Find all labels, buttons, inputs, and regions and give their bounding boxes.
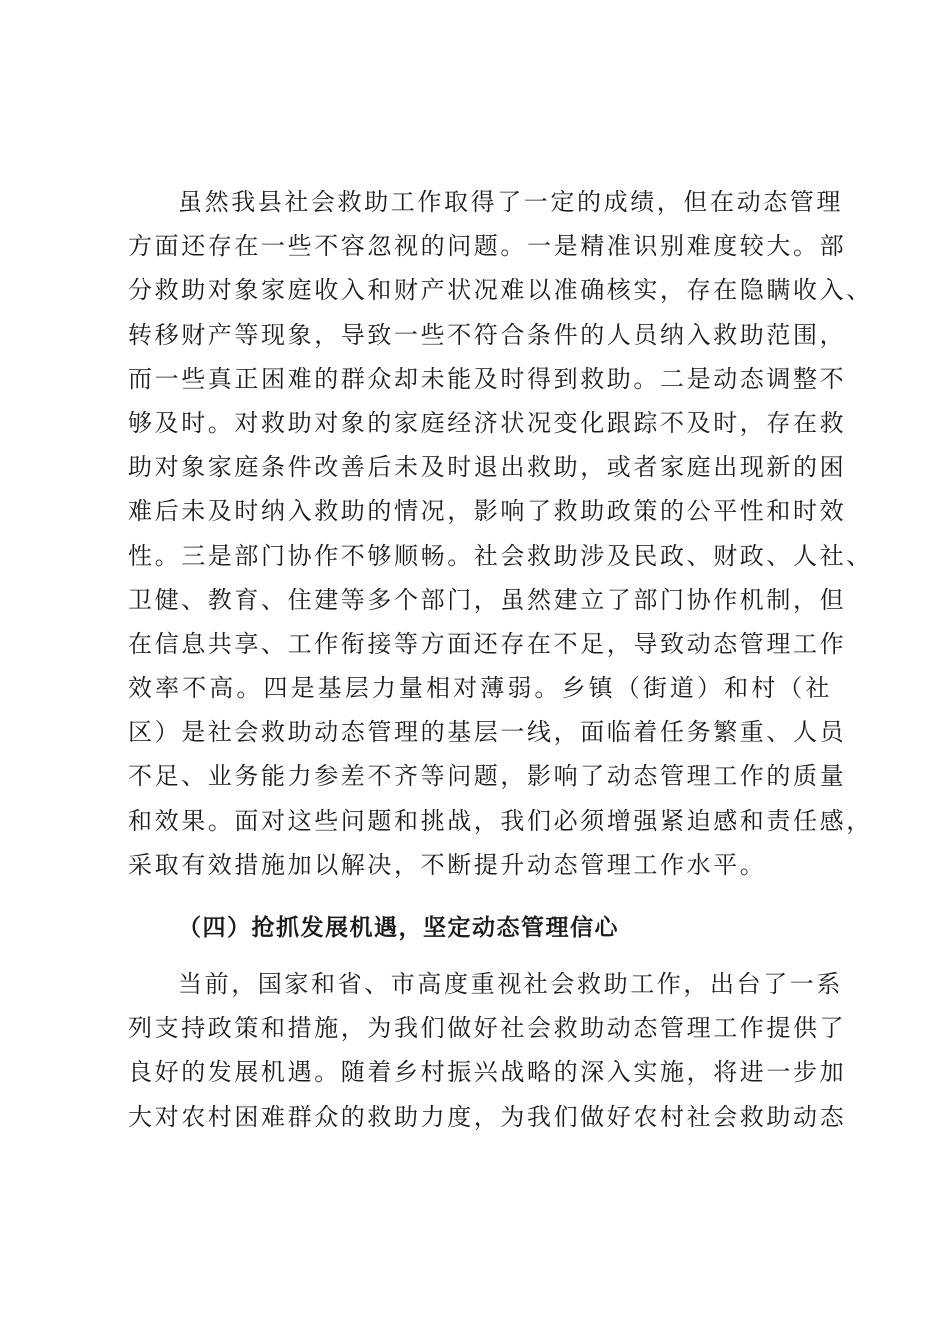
paragraph-opportunities [128, 962, 847, 1139]
paragraph-line: 助对象家庭条件改善后未及时退出救助，或者家庭出现新的困 [128, 453, 847, 482]
paragraph-line: 当前，国家和省、市高度重视社会救助工作，出台了一系 [178, 970, 843, 998]
paragraph-line: 和效果。面对这些问题和挑战，我们必须增强紧迫感和责任感， [128, 806, 873, 835]
paragraph-line: 分救助对象家庭收入和财产状况难以准确核实，存在隐瞒收入、 [128, 276, 873, 305]
paragraph-line: 卫健、教育、住建等多个部门，虽然建立了部门协作机制，但 [128, 585, 847, 614]
paragraph-line: 虽然我县社会救助工作取得了一定的成绩，但在动态管理 [178, 188, 843, 216]
paragraph-line: 区）是社会救助动态管理的基层一线，面临着任务繁重、人员 [128, 718, 847, 747]
paragraph-line: 在信息共享、工作衔接等方面还存在不足，导致动态管理工作 [128, 629, 847, 658]
paragraph-line: 良好的发展机遇。随着乡村振兴战略的深入实施，将进一步加 [128, 1058, 847, 1087]
paragraph-line: 而一些真正困难的群众却未能及时得到救助。二是动态调整不 [128, 364, 847, 393]
paragraph-line: 性。三是部门协作不够顺畅。社会救助涉及民政、财政、人社、 [128, 541, 873, 570]
paragraph-line: 方面还存在一些不容忽视的问题。一是精准识别难度较大。部 [128, 232, 847, 261]
paragraph-line: 列支持政策和措施，为我们做好社会救助动态管理工作提供了 [128, 1014, 847, 1043]
paragraph-line: 难后未及时纳入救助的情况，影响了救助政策的公平性和时效 [128, 497, 847, 526]
paragraph-line: 采取有效措施加以解决，不断提升动态管理工作水平。 [128, 850, 767, 879]
paragraph-line: 转移财产等现象，导致一些不符合条件的人员纳入救助范围， [128, 320, 847, 349]
paragraph-problems [128, 180, 873, 887]
paragraph-line: 效率不高。四是基层力量相对薄弱。乡镇（街道）和村（社 [128, 674, 832, 703]
section-heading: （四）抢抓发展机遇，坚定动态管理信心 [178, 915, 619, 941]
paragraph-line: 不足、业务能力参差不齐等问题，影响了动态管理工作的质量 [128, 762, 847, 791]
paragraph-line: 够及时。对救助对象的家庭经济状况变化跟踪不及时，存在救 [128, 408, 847, 437]
paragraph-line: 大对农村困难群众的救助力度，为我们做好农村社会救助动态 [128, 1102, 847, 1131]
